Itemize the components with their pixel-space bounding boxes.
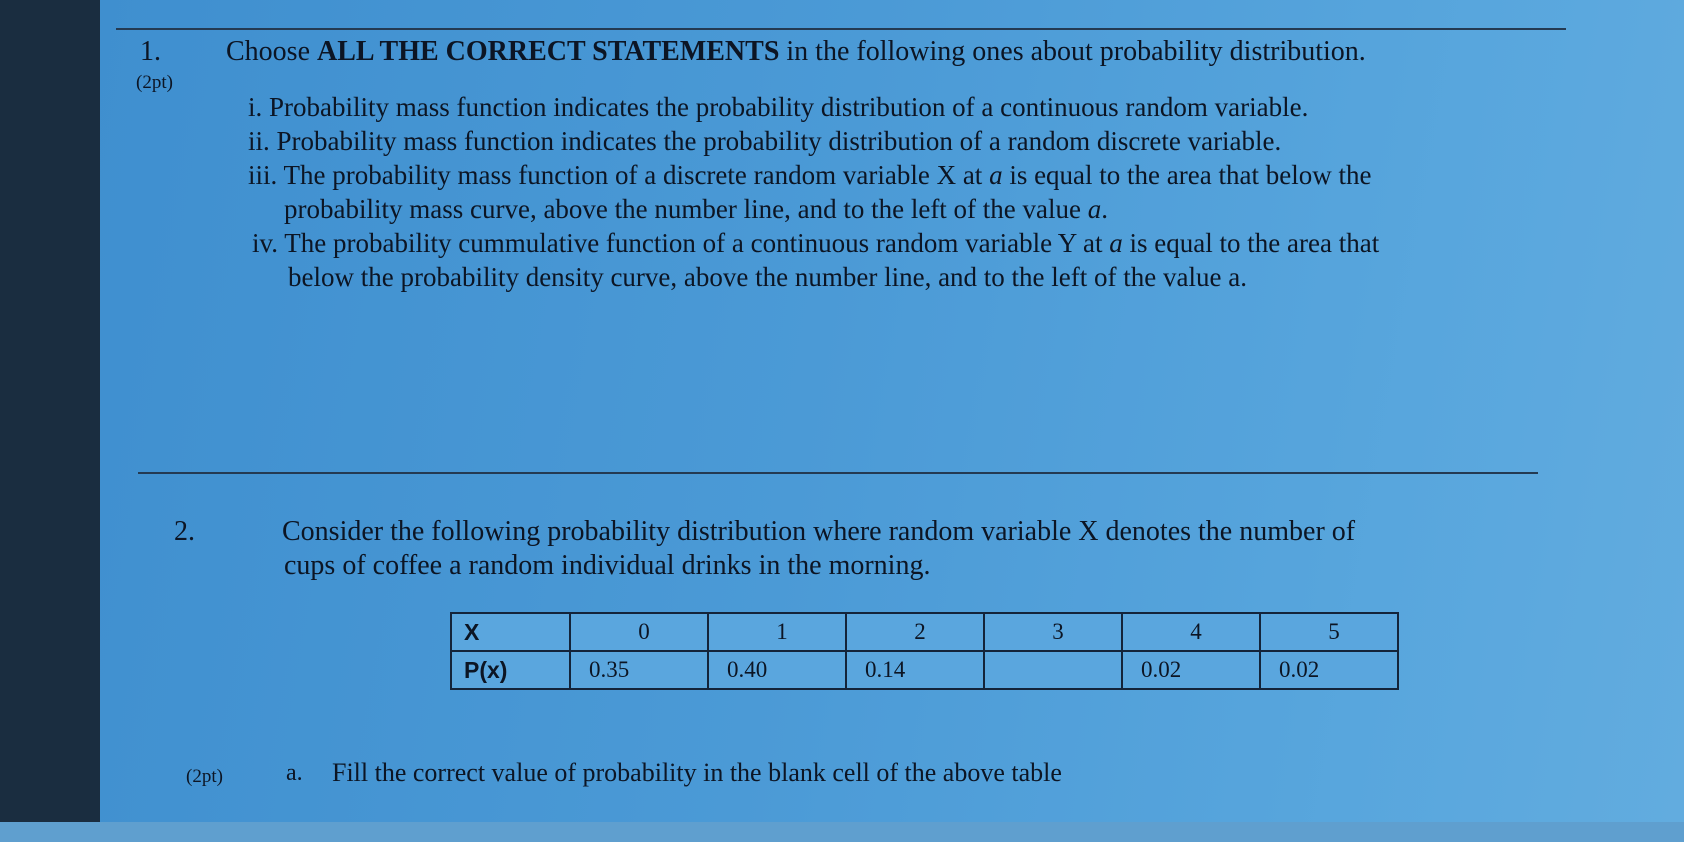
probability-cell-blank: [984, 651, 1122, 689]
document-page: [100, 0, 1684, 822]
statement-label: iii.: [248, 160, 278, 190]
probability-distribution-table: [450, 612, 1399, 690]
x-value-cell: 2: [846, 613, 984, 651]
question-1-number: 1.: [140, 36, 161, 67]
statement-text: Probability mass function indicates the probability distribution of a continuous random variable.: [269, 92, 1309, 122]
x-value-cell: 0: [570, 613, 708, 651]
part-a-label: a.: [286, 760, 303, 786]
probability-cell: 0.14: [846, 651, 984, 689]
table-row-probability: [451, 651, 1398, 689]
bottom-strip: [0, 822, 1684, 842]
middle-divider: [138, 472, 1538, 474]
part-a-text: Fill the correct value of probability in the blank cell of the above table: [332, 758, 1062, 787]
question-2-number: 2.: [174, 516, 195, 547]
probability-cell: 0.02: [1260, 651, 1398, 689]
statement-iii-continuation: probability mass curve, above the number line, and to the left of the value a.: [284, 194, 1109, 224]
row-header-probability: P(x): [451, 651, 570, 689]
probability-cell: 0.40: [708, 651, 846, 689]
statement-i: [248, 92, 1308, 123]
table-row-x: [451, 613, 1398, 651]
statement-iii: [248, 160, 1371, 191]
prompt-emphasis: ALL THE CORRECT STATEMENTS: [317, 36, 780, 67]
x-value-cell: 5: [1260, 613, 1398, 651]
question-2-intro-line-2: cups of coffee a random individual drinks in the morning.: [284, 550, 931, 581]
statement-ii: [248, 126, 1281, 157]
statement-text: The probability mass function of a discrete random variable X at a is equal to the area that below the: [283, 160, 1372, 190]
statement-text: The probability cummulative function of a continuous random variable Y at a is equal to the area that: [284, 228, 1380, 258]
probability-cell: 0.35: [570, 651, 708, 689]
row-header-x: X: [451, 613, 570, 651]
top-divider: [116, 28, 1566, 30]
probability-cell: 0.02: [1122, 651, 1260, 689]
statement-label: i.: [248, 92, 263, 122]
question-2-intro-line-1: Consider the following probability distribution where random variable X denotes the number of: [282, 516, 1356, 547]
x-value-cell: 4: [1122, 613, 1260, 651]
statement-text: Probability mass function indicates the probability distribution of a random discrete variable.: [276, 126, 1282, 156]
question-1-prompt: Choose ALL THE CORRECT STATEMENTS in the following ones about probability distribution.: [226, 36, 1366, 67]
statement-iv-continuation: below the probability density curve, above the number line, and to the left of the value a.: [288, 262, 1247, 292]
part-a-points: (2pt): [186, 766, 223, 787]
statement-label: ii.: [248, 126, 270, 156]
x-value-cell: 1: [708, 613, 846, 651]
x-value-cell: 3: [984, 613, 1122, 651]
question-1-points: (2pt): [136, 72, 173, 93]
statement-label: iv.: [252, 228, 278, 258]
statement-iv: [252, 228, 1379, 259]
